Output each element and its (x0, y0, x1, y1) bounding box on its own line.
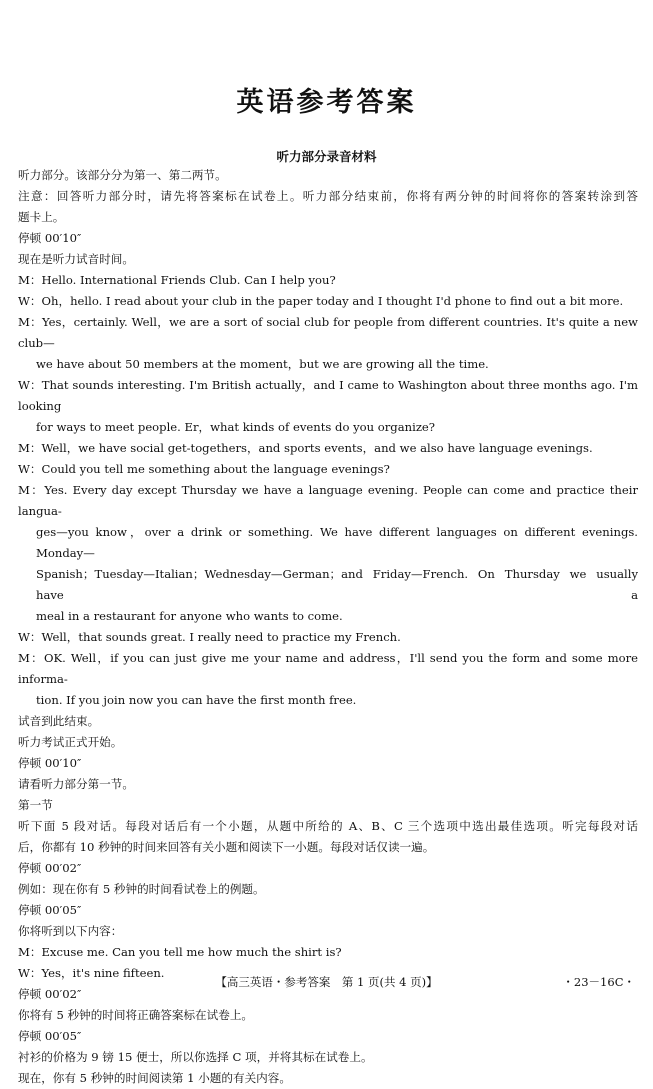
transcript-line: 题卡上。 (18, 210, 65, 224)
transcript-line: Spanish；Tuesday—Italian；Wednesday—German；and Friday—French. On Thursday we usually have a (36, 567, 638, 602)
transcript-line: W：Could you tell me something about the language evenings? (18, 462, 390, 476)
transcript-line: 第一节 (18, 798, 53, 812)
transcript-line: 听力考试正式开始。 (18, 735, 123, 749)
transcript-line: 听下面 5 段对话。每段对话后有一个小题，从题中所给的 A、B、C 三个选项中选出最佳选项。听完每段对话 (18, 819, 638, 833)
transcript-line: 衬衫的价格为 9 镑 15 便士，所以你选择 C 项，并将其标在试卷上。 (18, 1050, 373, 1064)
transcript-line: M：Well，we have social get-togethers，and sports events，and we also have language evenings. (18, 441, 593, 455)
transcript-line: 停顿 00′02″ (18, 861, 82, 875)
transcript-line: M：OK. Well，if you can just give me your name and address，I'll send you the form and some more informa- (18, 651, 638, 686)
transcript-line: M：Yes，certainly. Well，we are a sort of social club for people from different countries. It's quite a new club— (18, 315, 638, 350)
transcript-line: we have about 50 members at the moment，but we are growing all the time. (36, 357, 489, 371)
transcript-line: M：Yes. Every day except Thursday we have a language evening. People can come and practice their langua- (18, 483, 638, 518)
transcript-line: 停顿 00′02″ (18, 987, 82, 1001)
page-footer (0, 972, 653, 992)
transcript-line: 停顿 00′05″ (18, 903, 82, 917)
transcript-line: 你将有 5 秒钟的时间将正确答案标在试卷上。 (18, 1008, 254, 1022)
transcript-line: for ways to meet people. Er，what kinds of events do you organize? (36, 420, 436, 434)
transcript-line: 现在是听力试音时间。 (18, 252, 134, 266)
footer-page-info: 【高三英语・参考答案 第 1 页(共 4 页)】 (215, 975, 438, 989)
transcript-line: 停顿 00′10″ (18, 756, 82, 770)
transcript-line: M：Hello. International Friends Club. Can I help you? (18, 273, 336, 287)
footer-code: ・23－16C・ (562, 975, 635, 989)
transcript-line: 注意：回答听力部分时，请先将答案标在试卷上。听力部分结束前，你将有两分钟的时间将你的答案转涂到答 (18, 189, 638, 203)
transcript-line: M：Excuse me. Can you tell me how much the shirt is? (18, 945, 342, 959)
transcript-line: W：That sounds interesting. I'm British actually，and I came to Washington about three months ago. I'm looking (18, 378, 638, 413)
transcript-line: 现在，你有 5 秒钟的时间阅读第 1 小题的有关内容。 (18, 1071, 291, 1085)
transcript-line: 请看听力部分第一节。 (18, 777, 134, 791)
transcript-line: tion. If you join now you can have the first month free. (36, 693, 357, 707)
transcript-line: W：Oh，hello. I read about your club in the paper today and I thought I'd phone to find out a bit more. (18, 294, 624, 308)
transcript-line: 你将听到以下内容： (18, 924, 123, 938)
transcript-line: ges—you know，over a drink or something. We have different languages on different evenings. Monday— (36, 525, 638, 560)
transcript-line: 听力部分。该部分分为第一、第二两节。 (18, 168, 227, 182)
transcript-line: 停顿 00′10″ (18, 231, 82, 245)
transcript-line: W：Yes，it's nine fifteen. (18, 966, 165, 980)
transcript-line: W：Well，that sounds great. I really need to practice my French. (18, 630, 401, 644)
transcript-body (18, 165, 638, 1089)
transcript-line: 后，你都有 10 秒钟的时间来回答有关小题和阅读下一小题。每段对话仅读一遍。 (18, 840, 435, 854)
transcript-line: meal in a restaurant for anyone who wants to come. (36, 609, 343, 623)
transcript-line: 试音到此结束。 (18, 714, 100, 728)
transcript-line: 例如：现在你有 5 秒钟的时间看试卷上的例题。 (18, 882, 265, 896)
transcript-line: 停顿 00′05″ (18, 1029, 82, 1043)
page-title: 英语参考答案 (236, 87, 417, 118)
section-subtitle: 听力部分录音材料 (276, 149, 377, 164)
